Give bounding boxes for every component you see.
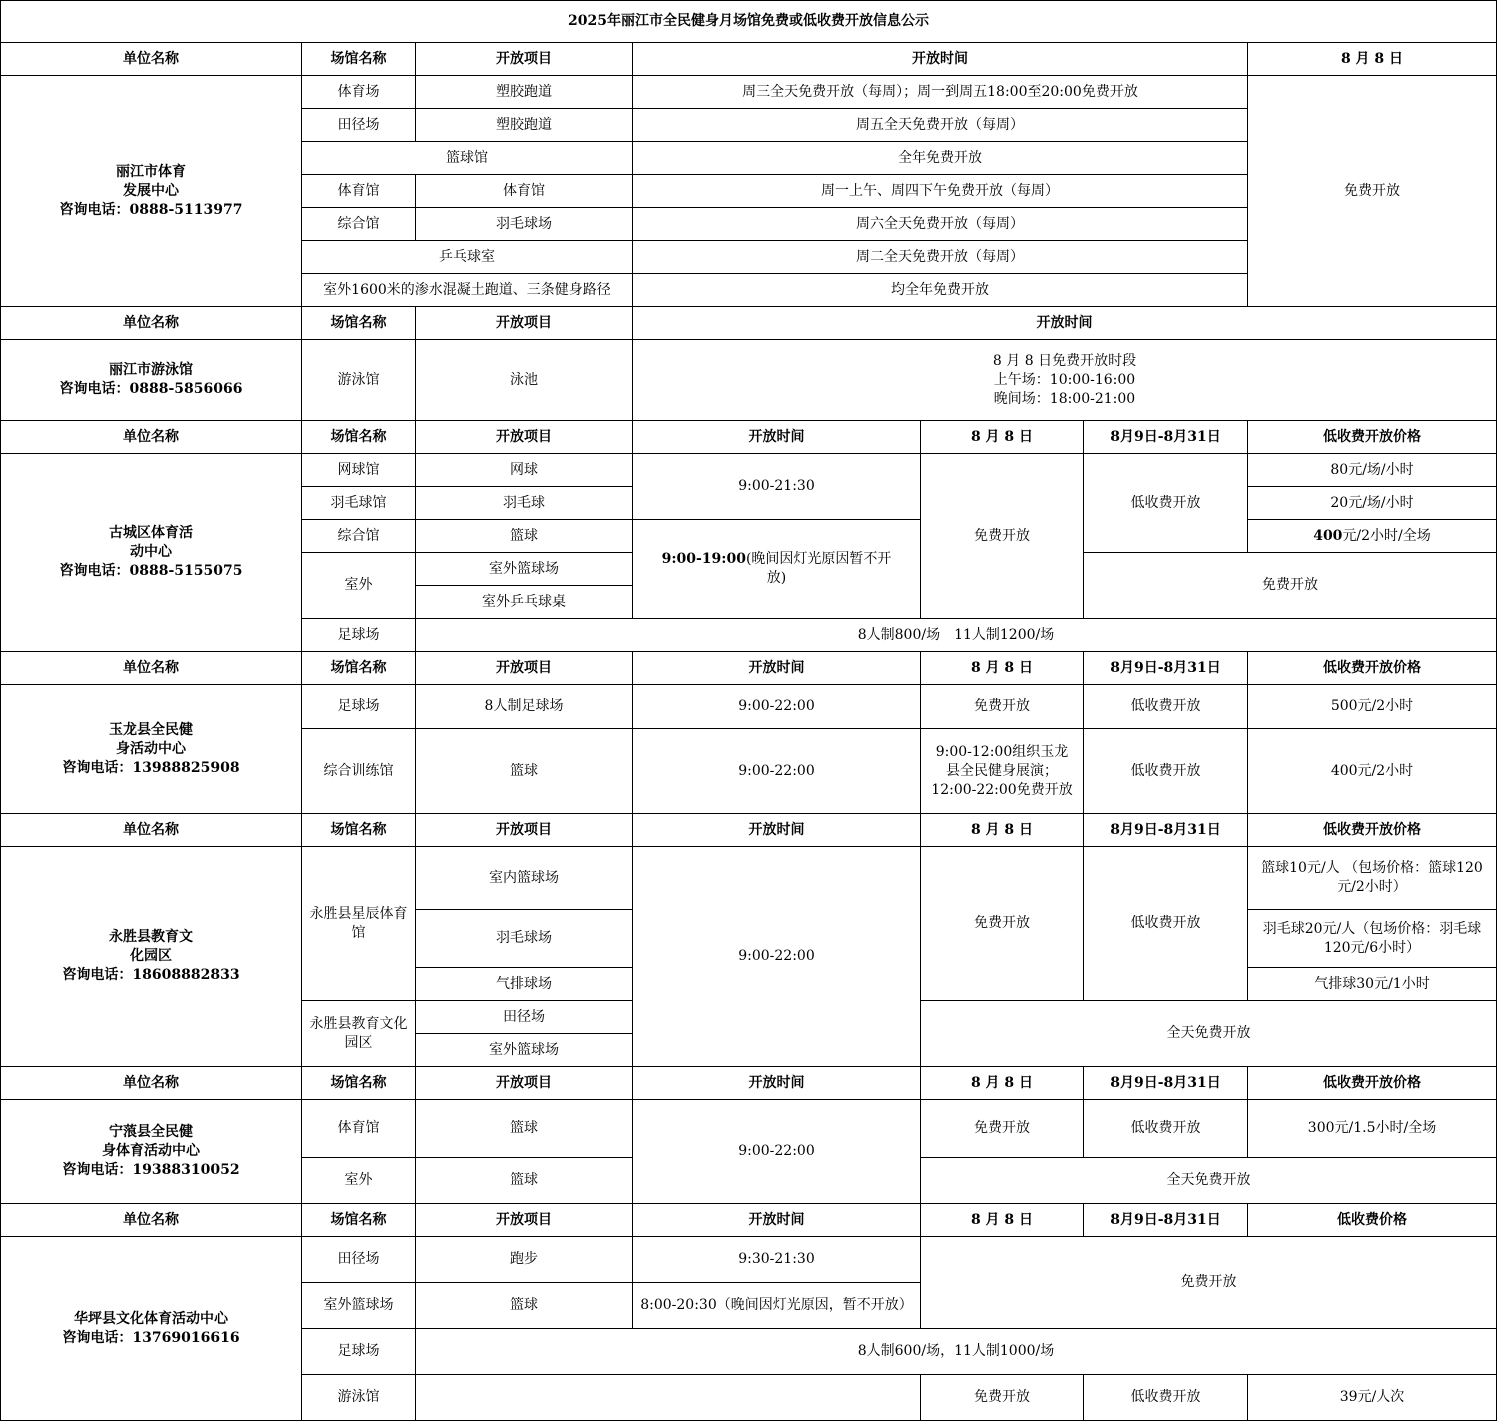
item-cell: 羽毛球场 — [416, 208, 633, 241]
header-venue: 场馆名称 — [302, 1204, 416, 1237]
header-row — [1, 307, 1497, 340]
venue-cell: 室外篮球场 — [302, 1283, 416, 1329]
time-cell: 9:00-19:00(晚间因灯光原因暂不开放) — [633, 520, 921, 619]
venue-cell: 体育馆 — [302, 175, 416, 208]
time-cell: 9:00-22:00 — [633, 729, 921, 814]
header-unit: 单位名称 — [1, 43, 302, 76]
header-time: 开放时间 — [633, 43, 1248, 76]
price-cell: 400元/2小时/全场 — [1248, 520, 1497, 553]
time-cell: 周三全天免费开放（每周）；周一到周五18:00至20:00免费开放 — [633, 76, 1248, 109]
empty-cell — [416, 1375, 921, 1421]
status-cell: 全天免费开放 — [921, 1001, 1497, 1067]
header-range: 8月9日-8月31日 — [1084, 814, 1248, 847]
header-item: 开放项目 — [416, 814, 633, 847]
price-cell: 300元/1.5小时/全场 — [1248, 1100, 1497, 1158]
header-price: 低收费开放价格 — [1248, 814, 1497, 847]
header-item: 开放项目 — [416, 421, 633, 454]
table-row — [1, 340, 1497, 421]
unit-name-cell: 华坪县文化体育活动中心 咨询电话：13769016616 — [1, 1237, 302, 1421]
item-cell: 网球 — [416, 454, 633, 487]
header-unit: 单位名称 — [1, 421, 302, 454]
venue-cell: 游泳馆 — [302, 1375, 416, 1421]
info-cell: 8人制800/场 11人制1200/场 — [416, 619, 1497, 652]
venue-cell: 室外1600米的渗水混凝土跑道、三条健身路径 — [302, 274, 633, 307]
venue-cell: 足球场 — [302, 1329, 416, 1375]
range-cell: 低收费开放 — [1084, 847, 1248, 1001]
header-time: 开放时间 — [633, 814, 921, 847]
header-time: 开放时间 — [633, 1067, 921, 1100]
item-cell: 气排球场 — [416, 968, 633, 1001]
time-cell: 周一上午、周四下午免费开放（每周） — [633, 175, 1248, 208]
header-price: 低收费开放价格 — [1248, 652, 1497, 685]
time-cell: 8:00-20:30（晚间因灯光原因，暂不开放） — [633, 1283, 921, 1329]
header-range: 8月9日-8月31日 — [1084, 421, 1248, 454]
item-cell: 篮球 — [416, 1283, 633, 1329]
header-row — [1, 43, 1497, 76]
item-cell: 篮球 — [416, 520, 633, 553]
time-cell: 9:00-21:30 — [633, 454, 921, 520]
price-cell: 400元/2小时 — [1248, 729, 1497, 814]
page-title: 2025年丽江市全民健身月场馆免费或低收费开放信息公示 — [1, 1, 1497, 43]
header-date: 8 月 8 日 — [921, 1204, 1084, 1237]
header-range: 8月9日-8月31日 — [1084, 652, 1248, 685]
header-date: 8 月 8 日 — [1248, 43, 1497, 76]
unit-name-cell: 古城区体育活 动中心 咨询电话：0888-5155075 — [1, 454, 302, 652]
item-cell: 室外篮球场 — [416, 1034, 633, 1067]
venue-cell: 乒乓球室 — [302, 241, 633, 274]
header-item: 开放项目 — [416, 652, 633, 685]
venue-cell: 足球场 — [302, 619, 416, 652]
aug8-cell: 免费开放 — [921, 1100, 1084, 1158]
time-cell: 9:00-22:00 — [633, 847, 921, 1067]
header-venue: 场馆名称 — [302, 307, 416, 340]
aug8-cell: 免费开放 — [921, 454, 1084, 619]
price-cell: 篮球10元/人 （包场价格：篮球120元/2小时） — [1248, 847, 1497, 910]
item-cell: 8人制足球场 — [416, 685, 633, 729]
header-date: 8 月 8 日 — [921, 814, 1084, 847]
price-cell: 羽毛球20元/人（包场价格：羽毛球120元/6小时） — [1248, 910, 1497, 968]
venue-cell: 田径场 — [302, 109, 416, 142]
header-range: 8月9日-8月31日 — [1084, 1204, 1248, 1237]
header-unit: 单位名称 — [1, 1204, 302, 1237]
header-row — [1, 1204, 1497, 1237]
venue-cell: 室外 — [302, 553, 416, 619]
table-row — [1, 76, 1497, 109]
time-cell: 9:30-21:30 — [633, 1237, 921, 1283]
item-cell: 塑胶跑道 — [416, 109, 633, 142]
header-item: 开放项目 — [416, 307, 633, 340]
header-unit: 单位名称 — [1, 814, 302, 847]
aug8-cell: 9:00-12:00组织玉龙 县全民健身展演； 12:00-22:00免费开放 — [921, 729, 1084, 814]
venue-cell: 田径场 — [302, 1237, 416, 1283]
time-cell: 8 月 8 日免费开放时段 上午场：10:00-16:00 晚间场：18:00-21:00 — [633, 340, 1497, 421]
venue-cell: 游泳馆 — [302, 340, 416, 421]
time-cell: 周六全天免费开放（每周） — [633, 208, 1248, 241]
venue-cell: 羽毛球馆 — [302, 487, 416, 520]
time-cell: 均全年免费开放 — [633, 274, 1248, 307]
aug8-cell: 免费开放 — [921, 1375, 1084, 1421]
time-cell: 全年免费开放 — [633, 142, 1248, 175]
venue-cell: 网球馆 — [302, 454, 416, 487]
range-cell: 低收费开放 — [1084, 1100, 1248, 1158]
range-cell: 低收费开放 — [1084, 685, 1248, 729]
item-cell: 羽毛球场 — [416, 910, 633, 968]
info-cell: 8人制600/场，11人制1000/场 — [416, 1329, 1497, 1375]
header-price: 低收费价格 — [1248, 1204, 1497, 1237]
table-row — [1, 685, 1497, 729]
item-cell: 羽毛球 — [416, 487, 633, 520]
price-cell: 80元/场/小时 — [1248, 454, 1497, 487]
time-cell: 周二全天免费开放（每周） — [633, 241, 1248, 274]
venue-cell: 综合训练馆 — [302, 729, 416, 814]
header-item: 开放项目 — [416, 1204, 633, 1237]
header-row — [1, 421, 1497, 454]
venue-cell: 综合馆 — [302, 208, 416, 241]
header-time: 开放时间 — [633, 421, 921, 454]
table-row — [1, 1100, 1497, 1158]
item-cell: 泳池 — [416, 340, 633, 421]
item-cell: 体育馆 — [416, 175, 633, 208]
range-cell: 低收费开放 — [1084, 729, 1248, 814]
time-cell: 9:00-22:00 — [633, 1100, 921, 1204]
header-time: 开放时间 — [633, 307, 1497, 340]
aug8-cell: 免费开放 — [921, 685, 1084, 729]
item-cell: 篮球 — [416, 729, 633, 814]
range-cell: 低收费开放 — [1084, 1375, 1248, 1421]
header-venue: 场馆名称 — [302, 421, 416, 454]
header-unit: 单位名称 — [1, 1067, 302, 1100]
venue-cell: 永胜县星辰体育馆 — [302, 847, 416, 1001]
item-cell: 篮球 — [416, 1158, 633, 1204]
unit-name-cell: 丽江市游泳馆 咨询电话：0888-5856066 — [1, 340, 302, 421]
header-time: 开放时间 — [633, 1204, 921, 1237]
header-time: 开放时间 — [633, 652, 921, 685]
unit-name-cell: 丽江市体育 发展中心 咨询电话：0888-5113977 — [1, 76, 302, 307]
unit-name-cell: 玉龙县全民健 身活动中心 咨询电话：13988825908 — [1, 685, 302, 814]
status-cell: 全天免费开放 — [921, 1158, 1497, 1204]
time-cell: 9:00-22:00 — [633, 685, 921, 729]
range-cell: 低收费开放 — [1084, 454, 1248, 553]
header-range: 8月9日-8月31日 — [1084, 1067, 1248, 1100]
venue-cell: 体育馆 — [302, 1100, 416, 1158]
item-cell: 室外乒乓球桌 — [416, 586, 633, 619]
header-date: 8 月 8 日 — [921, 421, 1084, 454]
item-cell: 室内篮球场 — [416, 847, 633, 910]
unit-name-cell: 宁蒗县全民健 身体育活动中心 咨询电话：19388310052 — [1, 1100, 302, 1204]
unit-name-cell: 永胜县教育文 化园区 咨询电话：18608882833 — [1, 847, 302, 1067]
price-cell: 气排球30元/1小时 — [1248, 968, 1497, 1001]
header-row — [1, 652, 1497, 685]
status-cell: 免费开放 — [1248, 76, 1497, 307]
item-cell: 跑步 — [416, 1237, 633, 1283]
venue-cell: 永胜县教育文化园区 — [302, 1001, 416, 1067]
header-date: 8 月 8 日 — [921, 1067, 1084, 1100]
header-item: 开放项目 — [416, 43, 633, 76]
header-price: 低收费开放价格 — [1248, 421, 1497, 454]
venue-cell: 体育场 — [302, 76, 416, 109]
header-item: 开放项目 — [416, 1067, 633, 1100]
item-cell: 室外篮球场 — [416, 553, 633, 586]
venue-cell: 室外 — [302, 1158, 416, 1204]
item-cell: 塑胶跑道 — [416, 76, 633, 109]
header-unit: 单位名称 — [1, 652, 302, 685]
venue-cell: 篮球馆 — [302, 142, 633, 175]
price-cell: 20元/场/小时 — [1248, 487, 1497, 520]
header-venue: 场馆名称 — [302, 814, 416, 847]
table-row — [1, 454, 1497, 487]
aug8-cell: 免费开放 — [921, 847, 1084, 1001]
price-cell: 500元/2小时 — [1248, 685, 1497, 729]
header-unit: 单位名称 — [1, 307, 302, 340]
header-venue: 场馆名称 — [302, 43, 416, 76]
header-price: 低收费开放价格 — [1248, 1067, 1497, 1100]
venue-cell: 足球场 — [302, 685, 416, 729]
header-date: 8 月 8 日 — [921, 652, 1084, 685]
header-row — [1, 1067, 1497, 1100]
item-cell: 田径场 — [416, 1001, 633, 1034]
time-cell: 周五全天免费开放（每周） — [633, 109, 1248, 142]
header-row — [1, 814, 1497, 847]
header-venue: 场馆名称 — [302, 652, 416, 685]
venue-cell: 综合馆 — [302, 520, 416, 553]
status-cell: 免费开放 — [1084, 553, 1497, 619]
table-row — [1, 847, 1497, 910]
item-cell: 篮球 — [416, 1100, 633, 1158]
header-venue: 场馆名称 — [302, 1067, 416, 1100]
status-cell: 免费开放 — [921, 1237, 1497, 1329]
table-row — [1, 1237, 1497, 1283]
price-cell: 39元/人次 — [1248, 1375, 1497, 1421]
